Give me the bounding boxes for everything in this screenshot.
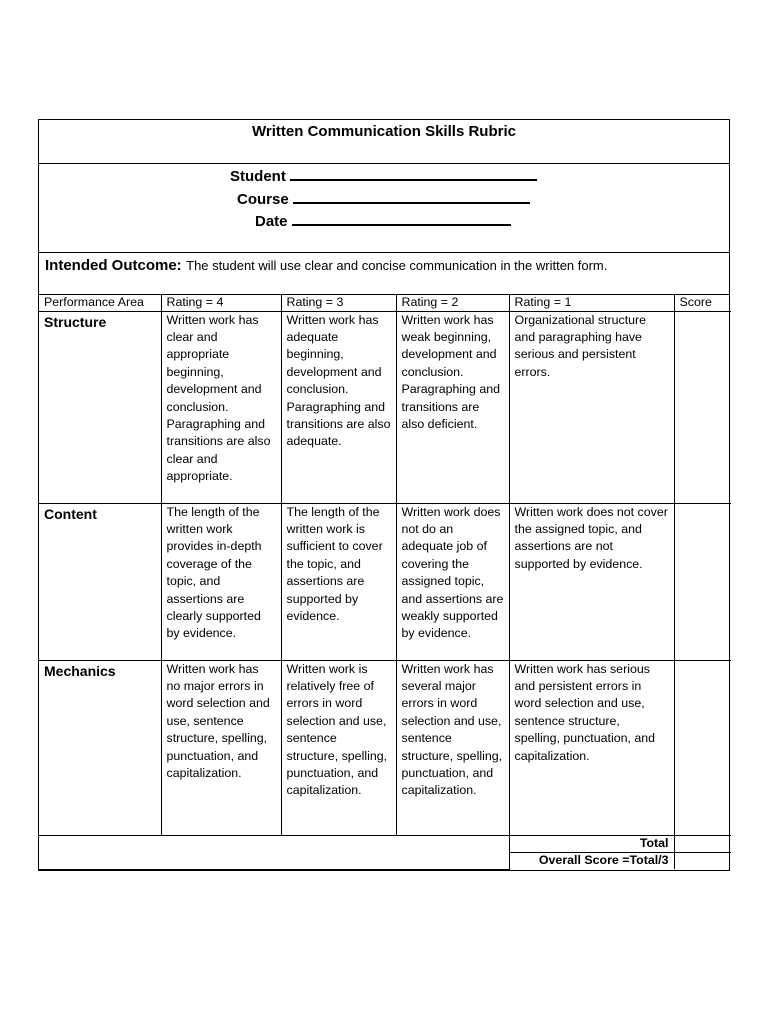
student-info-section <box>39 164 729 253</box>
structure-rating-3: Written work has adequate beginning, development and conclusion. Paragraphing and transitions are also adequate. <box>281 311 396 503</box>
footer-blank <box>39 835 509 869</box>
content-rating-3: The length of the written work is sufficient to cover the topic, and assertions are supported by evidence. <box>281 503 396 660</box>
date-field[interactable] <box>255 211 511 230</box>
mechanics-rating-4: Written work has no major errors in word selection and use, sentence structure, spelling, punctuation, and capitalization. <box>161 660 281 835</box>
area-structure: Structure <box>39 311 161 503</box>
student-blank[interactable] <box>290 166 537 181</box>
header-row <box>39 295 731 311</box>
content-rating-4: The length of the written work provides in-depth coverage of the topic, and assertions are clearly supported by evidence. <box>161 503 281 660</box>
table-row <box>39 311 731 503</box>
total-label: Total <box>509 835 674 852</box>
date-blank[interactable] <box>292 211 511 226</box>
content-rating-2: Written work does not do an adequate job of covering the assigned topic, and assertions are weakly supported by evidence. <box>396 503 509 660</box>
structure-rating-1: Organizational structure and paragraphing have serious and persistent errors. <box>509 311 674 503</box>
mechanics-rating-2: Written work has several major errors in word selection and use, sentence structure, spelling, punctuation, and capitalization. <box>396 660 509 835</box>
rubric-title: Written Communication Skills Rubric <box>39 120 729 164</box>
overall-score-label: Overall Score =Total/3 <box>509 852 674 869</box>
structure-rating-4: Written work has clear and appropriate beginning, development and conclusion. Paragraphing and transitions are also clear and appropriate. <box>161 311 281 503</box>
intended-outcome <box>39 253 729 295</box>
mechanics-rating-3: Written work is relatively free of errors in word selection and use, sentence structure, spelling, punctuation, and capitalization. <box>281 660 396 835</box>
outcome-text: The student will use clear and concise communication in the written form. <box>186 258 608 273</box>
table-row <box>39 503 731 660</box>
outcome-label: Intended Outcome: <box>45 257 182 274</box>
area-mechanics: Mechanics <box>39 660 161 835</box>
content-rating-1: Written work does not cover the assigned topic, and assertions are not supported by evidence. <box>509 503 674 660</box>
area-content: Content <box>39 503 161 660</box>
total-row <box>39 835 731 852</box>
student-field[interactable] <box>230 166 537 185</box>
header-rating-2: Rating = 2 <box>396 295 509 311</box>
course-label: Course <box>237 191 289 208</box>
rubric-table <box>39 295 731 870</box>
header-score: Score <box>674 295 731 311</box>
mechanics-rating-1: Written work has serious and persistent errors in word selection and use, sentence structure, spelling, punctuation, and capitalization. <box>509 660 674 835</box>
structure-score[interactable] <box>674 311 731 503</box>
header-rating-3: Rating = 3 <box>281 295 396 311</box>
header-performance-area: Performance Area <box>39 295 161 311</box>
overall-score[interactable] <box>674 852 731 869</box>
course-field[interactable] <box>237 189 530 208</box>
header-rating-1: Rating = 1 <box>509 295 674 311</box>
student-label: Student <box>230 168 286 185</box>
total-score[interactable] <box>674 835 731 852</box>
structure-rating-2: Written work has weak beginning, development and conclusion. Paragraphing and transitions are also deficient. <box>396 311 509 503</box>
content-score[interactable] <box>674 503 731 660</box>
mechanics-score[interactable] <box>674 660 731 835</box>
rubric-sheet <box>38 119 730 871</box>
header-rating-4: Rating = 4 <box>161 295 281 311</box>
course-blank[interactable] <box>293 189 530 204</box>
date-label: Date <box>255 213 288 230</box>
table-row <box>39 660 731 835</box>
